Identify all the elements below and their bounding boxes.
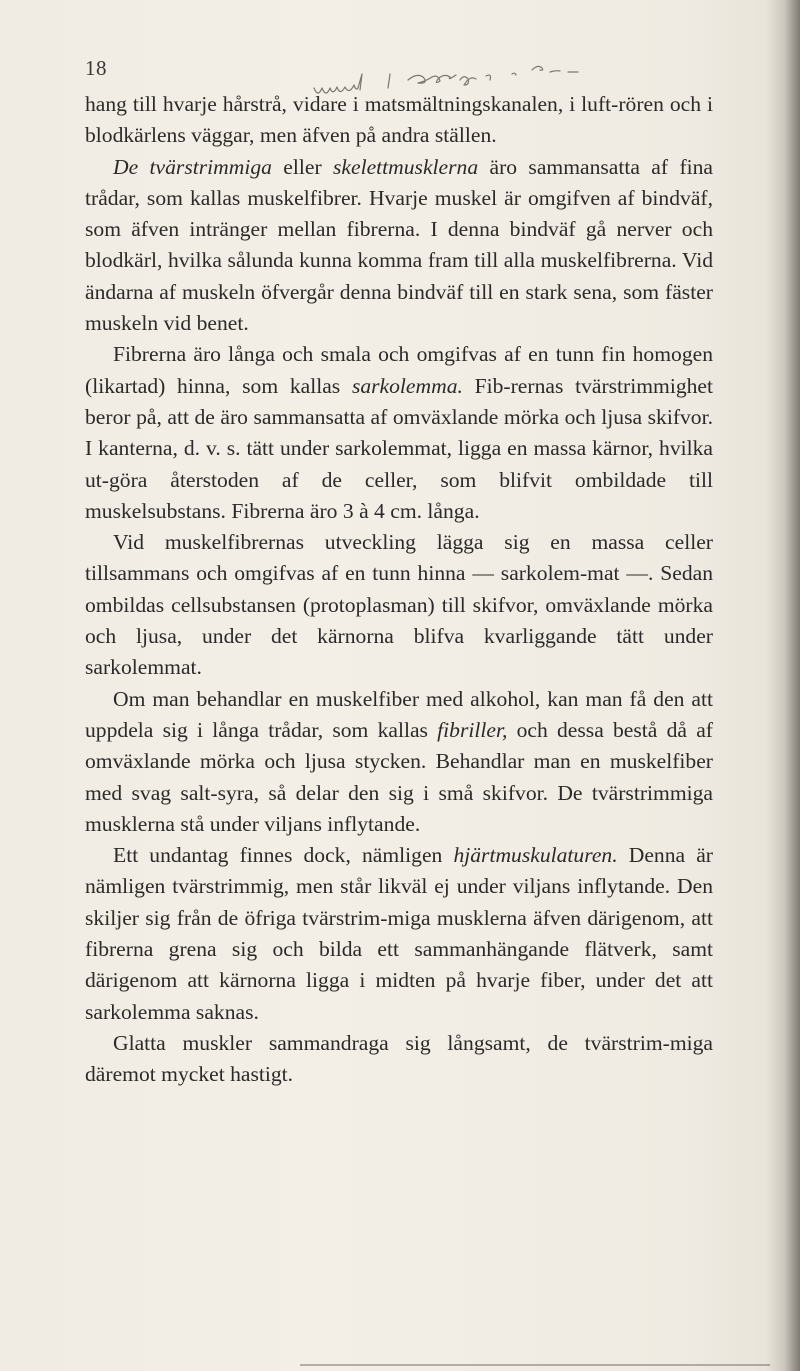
paragraph-2 bbox=[85, 152, 713, 340]
paragraph-1 bbox=[85, 89, 713, 152]
text-segment: Fib-rernas tvärstrimmighet beror på, att de äro sammansatta af omväxlande mörka och ljusa skifvor. I kanterna, d. v. s. tätt under sarkolemmat, ligga en massa kärnor, hvilka ut-göra återstoden af de celler, som blifvit ombildade till muskelsubstans. Fibrerna äro 3 à 4 cm. långa. bbox=[85, 373, 713, 523]
paragraph-6 bbox=[85, 840, 713, 1028]
text-segment: Om man behandlar en muskelfiber med alkohol, kan man få den att uppdela sig i långa trådar, som kallas bbox=[85, 686, 713, 742]
text-segment: Denna är nämligen tvärstrimmig, men står likväl ej under viljans inflytande. Den skiljer sig från de öfriga tvärstrim-miga musklerna äfven därigenom, att fibrerna grena sig och bilda ett sammanhängande flätverk, samt därigenom att kärnorna ligga i midten på hvarje fiber, under det att sarkolemma saknas. bbox=[85, 843, 713, 1024]
text-segment: äro sammansatta af fina trådar, som kallas muskelfibrer. Hvarje muskel är omgifven af bindväf, som äfven intränger mellan fibrerna. I denna bindväf gå nerver och blodkärl, hvilka sålunda kunna komma fram till alla muskelfibrerna. Vid ändarna af muskeln öfvergår denna bindväf till en stark sena, som fäster muskeln vid benet. bbox=[85, 154, 714, 336]
paragraph-7 bbox=[85, 1028, 713, 1091]
text-segment-italic: skelettmusklerna bbox=[333, 154, 479, 179]
text-segment-italic: De tvärstrimmiga bbox=[113, 154, 272, 179]
text-segment: Glatta muskler sammandraga sig långsamt, de tvärstrim-miga däremot mycket hastigt. bbox=[85, 1030, 713, 1087]
text-segment: och dessa bestå då af omväxlande mörka och ljusa stycken. Behandlar man en muskelfiber med svag salt-syra, så delar den sig i små skifvor. De tvärstrimmiga musklerna stå under viljans inflytande. bbox=[85, 717, 713, 836]
text-segment: Ett undantag finnes dock, nämligen bbox=[113, 843, 454, 868]
page-number: 18 bbox=[85, 56, 107, 80]
text-segment: Vid muskelfibrernas utveckling lägga sig en massa celler tillsammans och omgifvas af en tunn hinna — sarkolem-mat —. Sedan ombildas cellsubstansen (protoplasman) till skifvor, omväxlande mörka och ljusa, under det kärnorna blifva kvarliggande tätt under sarkolemmat. bbox=[85, 530, 713, 680]
text-segment: hang till hvarje hårstrå, vidare i matsmältningskanalen, i luft-rören och i blodkärlens väggar, men äfven på andra ställen. bbox=[85, 92, 713, 148]
body-text bbox=[85, 89, 713, 1091]
text-segment-italic: sarkolemma. bbox=[351, 373, 463, 398]
bottom-rule bbox=[300, 1364, 770, 1366]
paragraph-4 bbox=[85, 527, 713, 683]
text-segment: eller bbox=[271, 154, 333, 179]
page-edge-shadow bbox=[766, 0, 800, 1371]
text-segment-italic: hjärtmuskulaturen. bbox=[453, 843, 618, 868]
text-segment-italic: fibriller, bbox=[437, 717, 508, 742]
text-segment: Fibrerna äro långa och smala och omgifvas af en tunn fin homogen (likartad) hinna, som kallas bbox=[85, 342, 713, 398]
paragraph-3 bbox=[85, 339, 713, 527]
paragraph-5 bbox=[85, 684, 713, 840]
